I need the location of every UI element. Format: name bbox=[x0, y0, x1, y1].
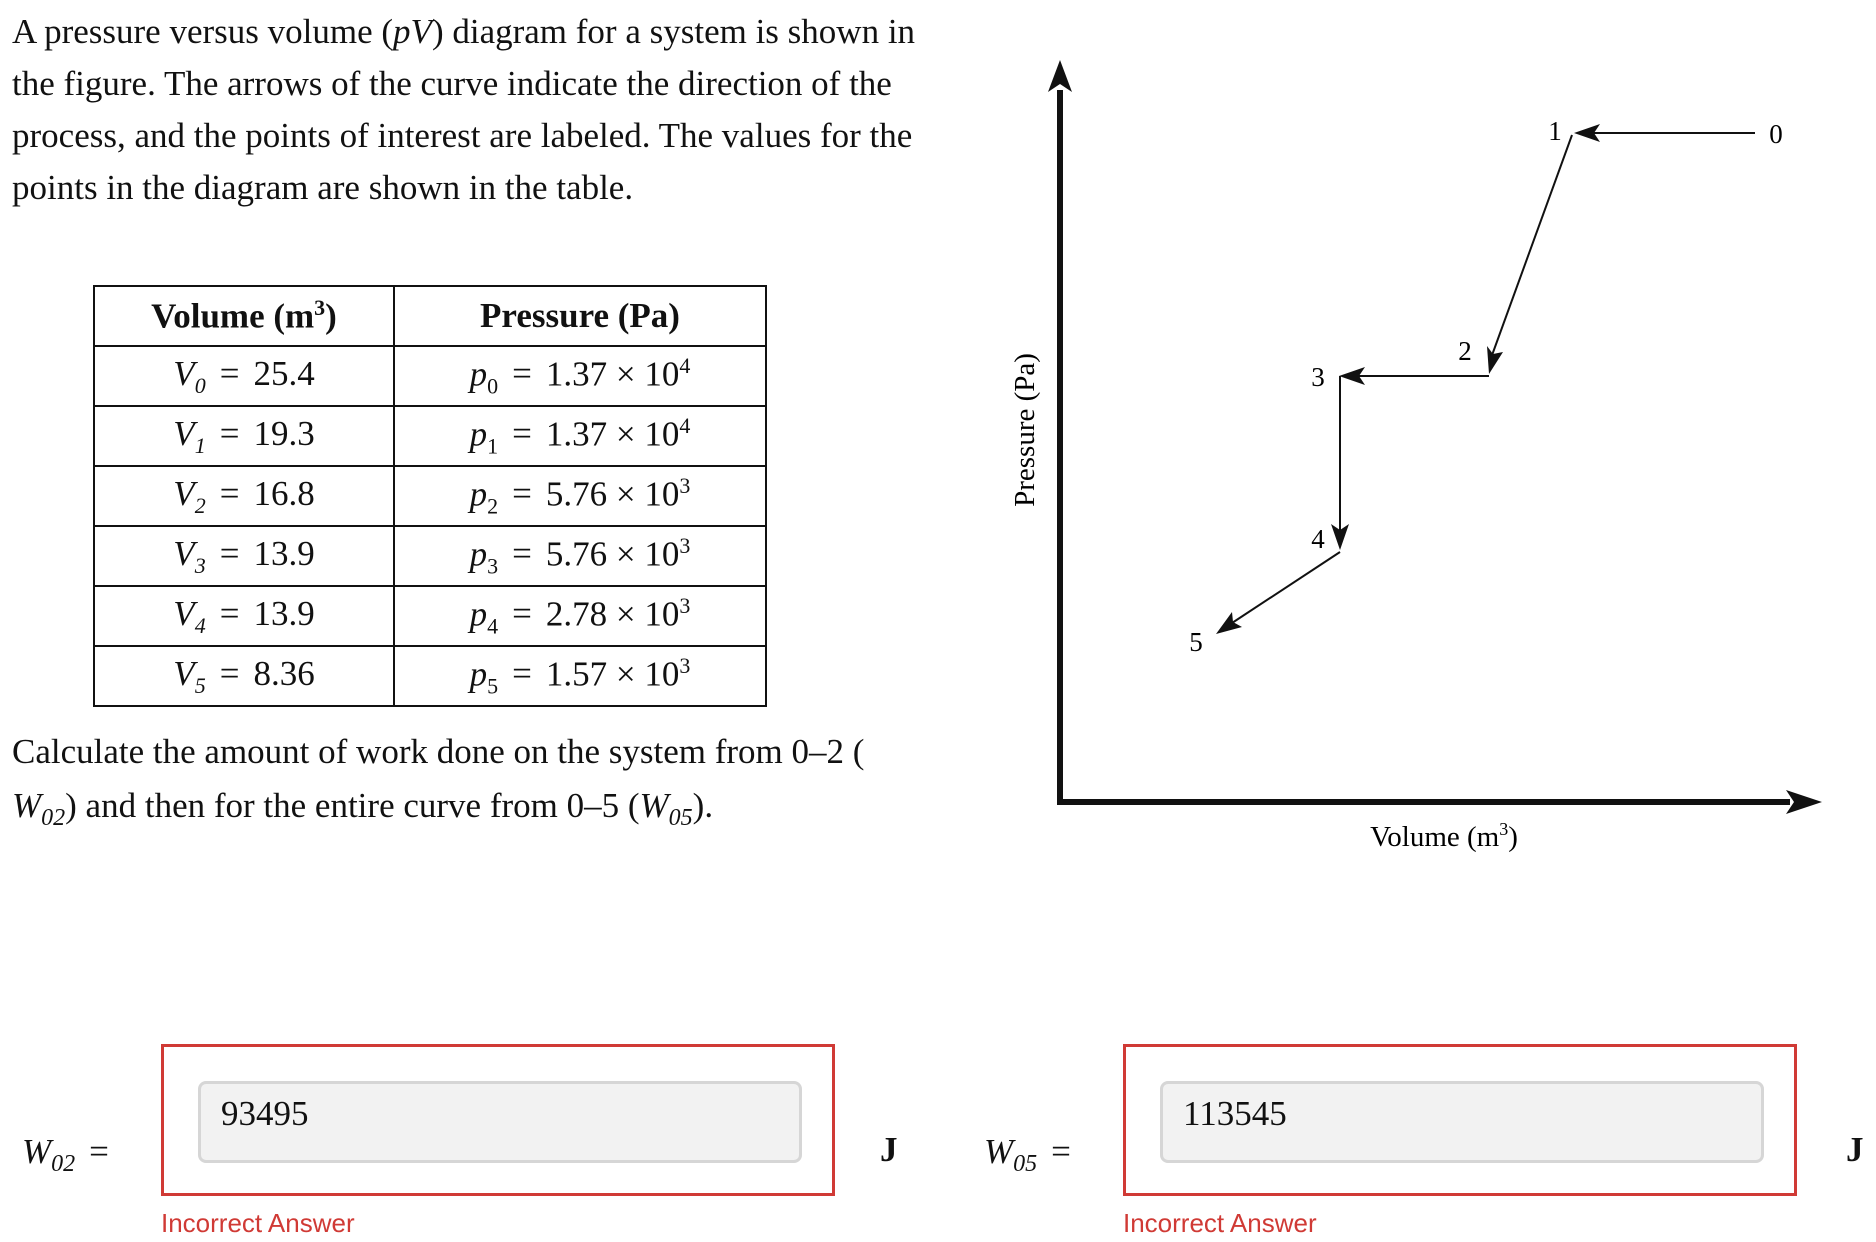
segment-4-5 bbox=[1232, 552, 1340, 623]
arrow-head-2 bbox=[1487, 346, 1503, 374]
w02-label: $W_{02}$ = bbox=[22, 1132, 109, 1177]
question-text-2: ) and then for the entire curve from 0–5 ( bbox=[65, 786, 640, 825]
pressure-cell: $p_5 = 1.57 \times 10^3$ bbox=[394, 646, 766, 706]
x-axis-arrowhead bbox=[1786, 790, 1822, 814]
w05-symbol: $W_{05}$ bbox=[639, 786, 693, 831]
question-text-3: ). bbox=[692, 786, 714, 825]
volume-cell: $V_2 = 16.8$ bbox=[94, 466, 394, 526]
w05-label: $W_{05}$ = bbox=[984, 1132, 1071, 1177]
pressure-cell: $p_1 = 1.37 \times 10^4$ bbox=[394, 406, 766, 466]
volume-cell: $V_3 = 13.9$ bbox=[94, 526, 394, 586]
volume-cell: $V_4 = 13.9$ bbox=[94, 586, 394, 646]
w02-symbol: $W_{02}$ bbox=[12, 786, 66, 831]
volume-column-header: Volume $(m^3)$ bbox=[94, 286, 394, 346]
w05-answer-box bbox=[1123, 1044, 1797, 1196]
w02-feedback: Incorrect Answer bbox=[161, 1208, 355, 1238]
intro-pv-symbol: pV bbox=[393, 12, 432, 51]
point-label-5: 5 bbox=[1189, 627, 1203, 657]
point-label-0: 0 bbox=[1769, 119, 1783, 149]
intro-text-1: A pressure versus volume ( bbox=[12, 12, 394, 51]
w02-unit: J bbox=[880, 1130, 898, 1169]
w02-answer-box bbox=[161, 1044, 835, 1196]
segment-1-2 bbox=[1491, 135, 1572, 358]
pressure-column-header: Pressure (Pa) bbox=[394, 286, 766, 346]
point-label-1: 1 bbox=[1548, 116, 1562, 146]
arrow-head-5 bbox=[1216, 612, 1242, 634]
pressure-cell: $p_0 = 1.37 \times 10^4$ bbox=[394, 346, 766, 406]
volume-cell: $V_1 = 19.3$ bbox=[94, 406, 394, 466]
volume-cell: $V_5 = 8.36$ bbox=[94, 646, 394, 706]
w05-feedback: Incorrect Answer bbox=[1123, 1208, 1317, 1238]
y-axis-arrowhead bbox=[1048, 60, 1072, 92]
pressure-cell: $p_3 = 5.76 \times 10^3$ bbox=[394, 526, 766, 586]
w05-input[interactable]: 113545 bbox=[1160, 1081, 1764, 1163]
point-label-2: 2 bbox=[1458, 336, 1472, 366]
point-label-4: 4 bbox=[1311, 524, 1325, 554]
point-label-3: 3 bbox=[1311, 362, 1325, 392]
pressure-cell: $p_2 = 5.76 \times 10^3$ bbox=[394, 466, 766, 526]
w02-input[interactable]: 93495 bbox=[198, 1081, 802, 1163]
w05-unit: J bbox=[1846, 1130, 1864, 1169]
x-axis-label: Volume $(m^3)$ bbox=[1370, 819, 1518, 853]
intro-text-2: ) diagram for a system is shown in the figure. The arrows of the curve indicate the direction of the process, and the points of interest are labeled. The values for the points in the diagram are shown in the table. bbox=[12, 12, 916, 207]
volume-cell: $V_0 = 25.4$ bbox=[94, 346, 394, 406]
pressure-cell: $p_4 = 2.78 \times 10^3$ bbox=[394, 586, 766, 646]
question-text-1: Calculate the amount of work done on the system from 0–2 ( bbox=[12, 732, 865, 771]
y-axis-label: Pressure (Pa) bbox=[1009, 353, 1041, 507]
